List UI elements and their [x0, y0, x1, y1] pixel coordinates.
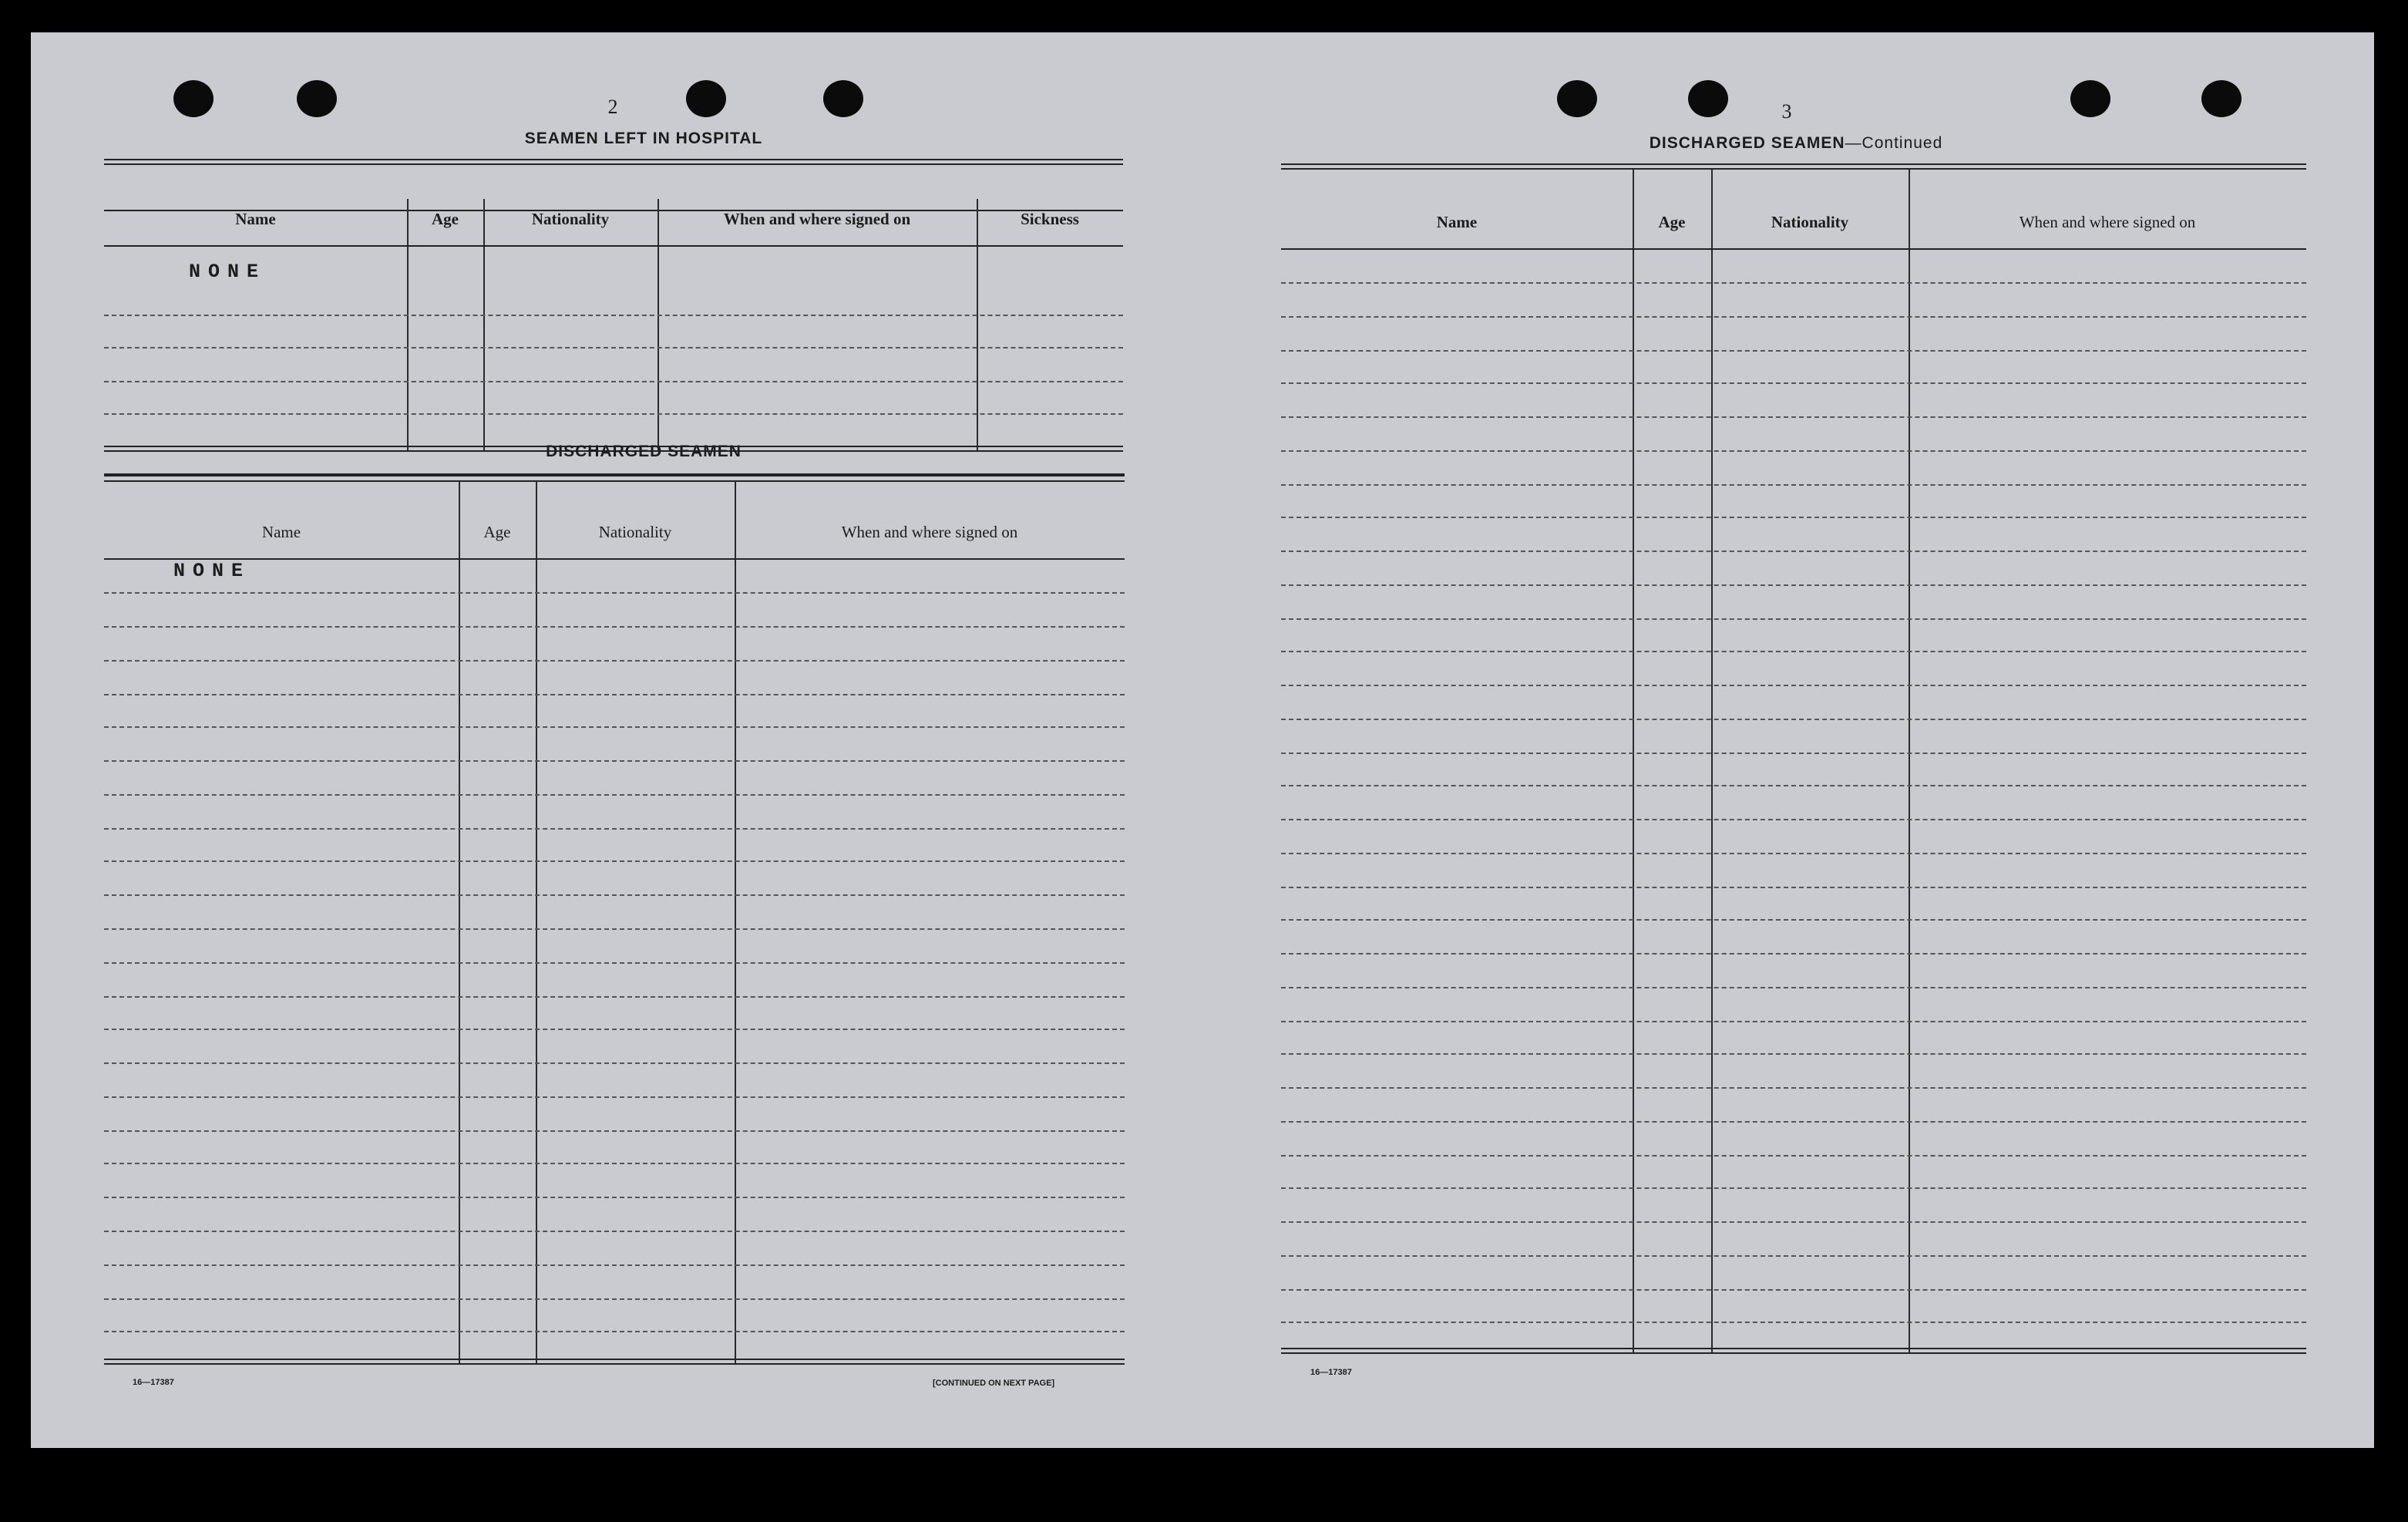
discharged-title: DISCHARGED SEAMEN [546, 443, 742, 460]
form-number-left: 16—17387 [133, 1378, 174, 1387]
discharged-col-signed-on: When and where signed on [841, 523, 1018, 541]
discharged-table [104, 473, 1125, 1365]
continued-title [1280, 134, 2312, 153]
hospital-col-age: Age [432, 210, 459, 228]
hospital-entry: NONE [189, 261, 267, 283]
hospital-col-sickness: Sickness [1021, 210, 1079, 228]
continued-col-name: Name [1436, 213, 1478, 231]
punch-hole [173, 80, 214, 117]
continued-title-main: DISCHARGED SEAMEN [1649, 134, 1845, 152]
page-number-left: 2 [607, 96, 618, 118]
continued-col-signed-on: When and where signed on [2019, 213, 2196, 231]
page-number-right: 3 [1781, 100, 1792, 123]
punch-hole [297, 80, 337, 117]
hospital-table [104, 159, 1123, 452]
discharged-col-age: Age [483, 523, 511, 541]
form-number-right: 16—17387 [1310, 1368, 1352, 1377]
discharged-continued-table [1281, 163, 2306, 1354]
discharged-col-nationality: Nationality [598, 523, 672, 541]
punch-hole [2070, 80, 2110, 117]
punch-hole [823, 80, 863, 117]
hospital-title: SEAMEN LEFT IN HOSPITAL [524, 130, 763, 147]
continued-note: [CONTINUED ON NEXT PAGE] [933, 1379, 1055, 1388]
document-sheet [31, 32, 2374, 1448]
punch-hole [686, 80, 726, 117]
hospital-col-signed-on: When and where signed on [723, 210, 911, 228]
hospital-col-name: Name [235, 210, 276, 228]
hospital-col-nationality: Nationality [531, 210, 610, 228]
continued-col-age: Age [1658, 213, 1686, 231]
discharged-entry: NONE [173, 560, 251, 582]
punch-hole [2201, 80, 2242, 117]
punch-hole [1688, 80, 1728, 117]
punch-hole [1557, 80, 1597, 117]
continued-col-nationality: Nationality [1771, 213, 1849, 231]
discharged-col-name: Name [261, 523, 301, 541]
continued-title-suffix: —Continued [1845, 134, 1943, 152]
